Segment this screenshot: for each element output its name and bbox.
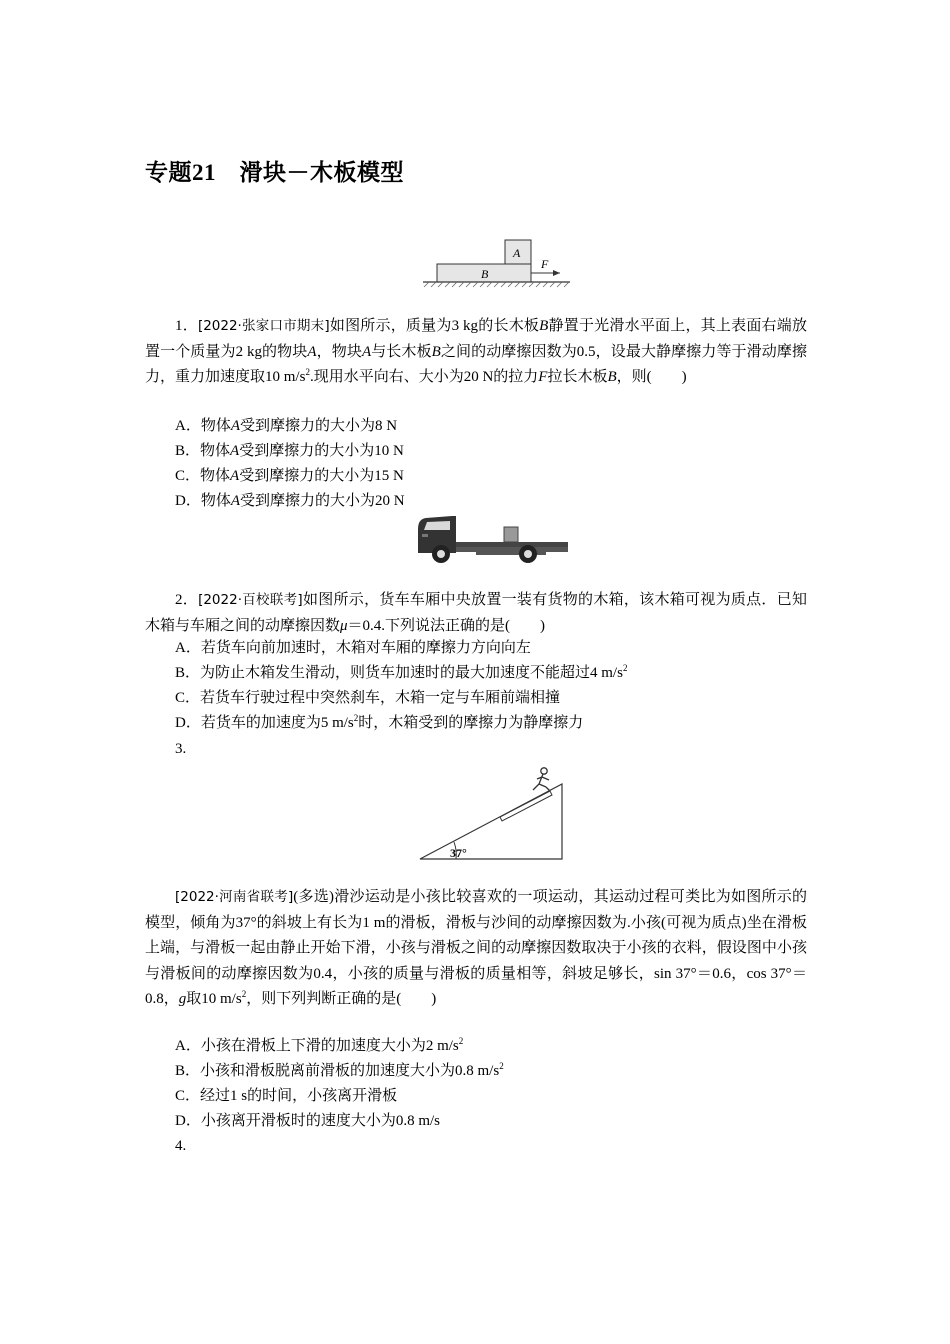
q2-option-d[interactable]: D．若货车的加速度为5 $m/s^2$时，木箱受到的摩擦力为静摩擦力 (175, 713, 584, 731)
question-2-source: [2022·百校联考] (198, 592, 303, 608)
q3-option-b[interactable]: B．小孩和滑板脱离前滑板的加速度大小为0.8 $m/s^2$ (175, 1061, 504, 1079)
page-title: 专题21 滑块－木板模型 (145, 160, 404, 185)
angle-label: 37° (450, 846, 467, 860)
q2-option-b[interactable]: B．为防止木箱发生滑动，则货车加速时的最大加速度不能超过4 $m/s^2$ (175, 663, 628, 681)
q3-option-a[interactable]: A．小孩在滑板上下滑的加速度大小为2 $m/s^2$ (175, 1036, 464, 1054)
question-1-source: [2022·张家口市期末] (197, 318, 330, 334)
question-1-stem: 1．[2022·张家口市期末]如图所示，质量为3 kg的长木板B静置于光滑水平面上，其上表面右端放置一个质量为2 kg的物块A，物块A与长木板B之间的动摩擦因数为0.5，设最大静摩擦力等于滑动摩擦力，重力加速度取10 $m/s^2$.现用水平向右、大小为20 N的拉力F拉长木板B，则( ) (145, 318, 807, 385)
figure-block-board (420, 238, 580, 290)
child-figure-icon (533, 768, 550, 791)
q2-option-c[interactable]: C．若货车行驶过程中突然刹车，木箱一定与车厢前端相撞 (175, 690, 561, 706)
q1-option-a[interactable]: A．物体A受到摩擦力的大小为8 N (175, 418, 398, 434)
label-a: A (513, 246, 521, 260)
q1-option-c[interactable]: C．物体A受到摩擦力的大小为15 N (175, 468, 404, 484)
question-2-stem: 2．[2022·百校联考]如图所示，货车车厢中央放置一装有货物的木箱，该木箱可视为质点．已知木箱与车厢之间的动摩擦因数μ＝0.4.下列说法正确的是( ) (145, 592, 807, 634)
label-f: F (541, 257, 549, 271)
truck-bed (456, 542, 568, 547)
question-3-number: 3. (175, 741, 187, 757)
q3-option-d[interactable]: D．小孩离开滑板时的速度大小为0.8 m/s (175, 1113, 441, 1129)
q3-option-c[interactable]: C．经过1 s的时间，小孩离开滑板 (175, 1088, 398, 1104)
figure-sand-slope (418, 762, 568, 862)
label-b: B (481, 267, 489, 281)
question-3-source: [2022·河南省联考] (175, 889, 294, 905)
q1-option-d[interactable]: D．物体A受到摩擦力的大小为20 N (175, 493, 405, 509)
q1-option-b[interactable]: B．物体A受到摩擦力的大小为10 N (175, 443, 404, 459)
crate (504, 527, 518, 542)
question-4-number: 4. (175, 1138, 187, 1154)
force-arrow-icon (553, 270, 560, 276)
truck-window (424, 521, 450, 530)
question-3-stem: [2022·河南省联考](多选)滑沙运动是小孩比较喜欢的一项运动，其运动过程可类比为如图所示的模型，倾角为37°的斜坡上有长为1 m的滑板，滑板与沙间的动摩擦因数为.小孩(可视为质点)坐在滑板上端，与滑板一起由静止开始下滑，小孩与滑板之间的动摩擦因数取决于小孩的衣料，假设图中小孩与滑板间的动摩擦因数为0.4，小孩的质量与滑板的质量相等，斜坡足够长，sin 37°＝0.6，cos 37°＝0.8，g取10 $m/s^2$，则下列判断正确的是( ) (145, 889, 807, 1007)
slope (420, 784, 562, 859)
q2-option-a[interactable]: A．若货车向前加速时，木箱对车厢的摩擦力方向向左 (175, 640, 531, 656)
figure-truck (414, 513, 574, 569)
